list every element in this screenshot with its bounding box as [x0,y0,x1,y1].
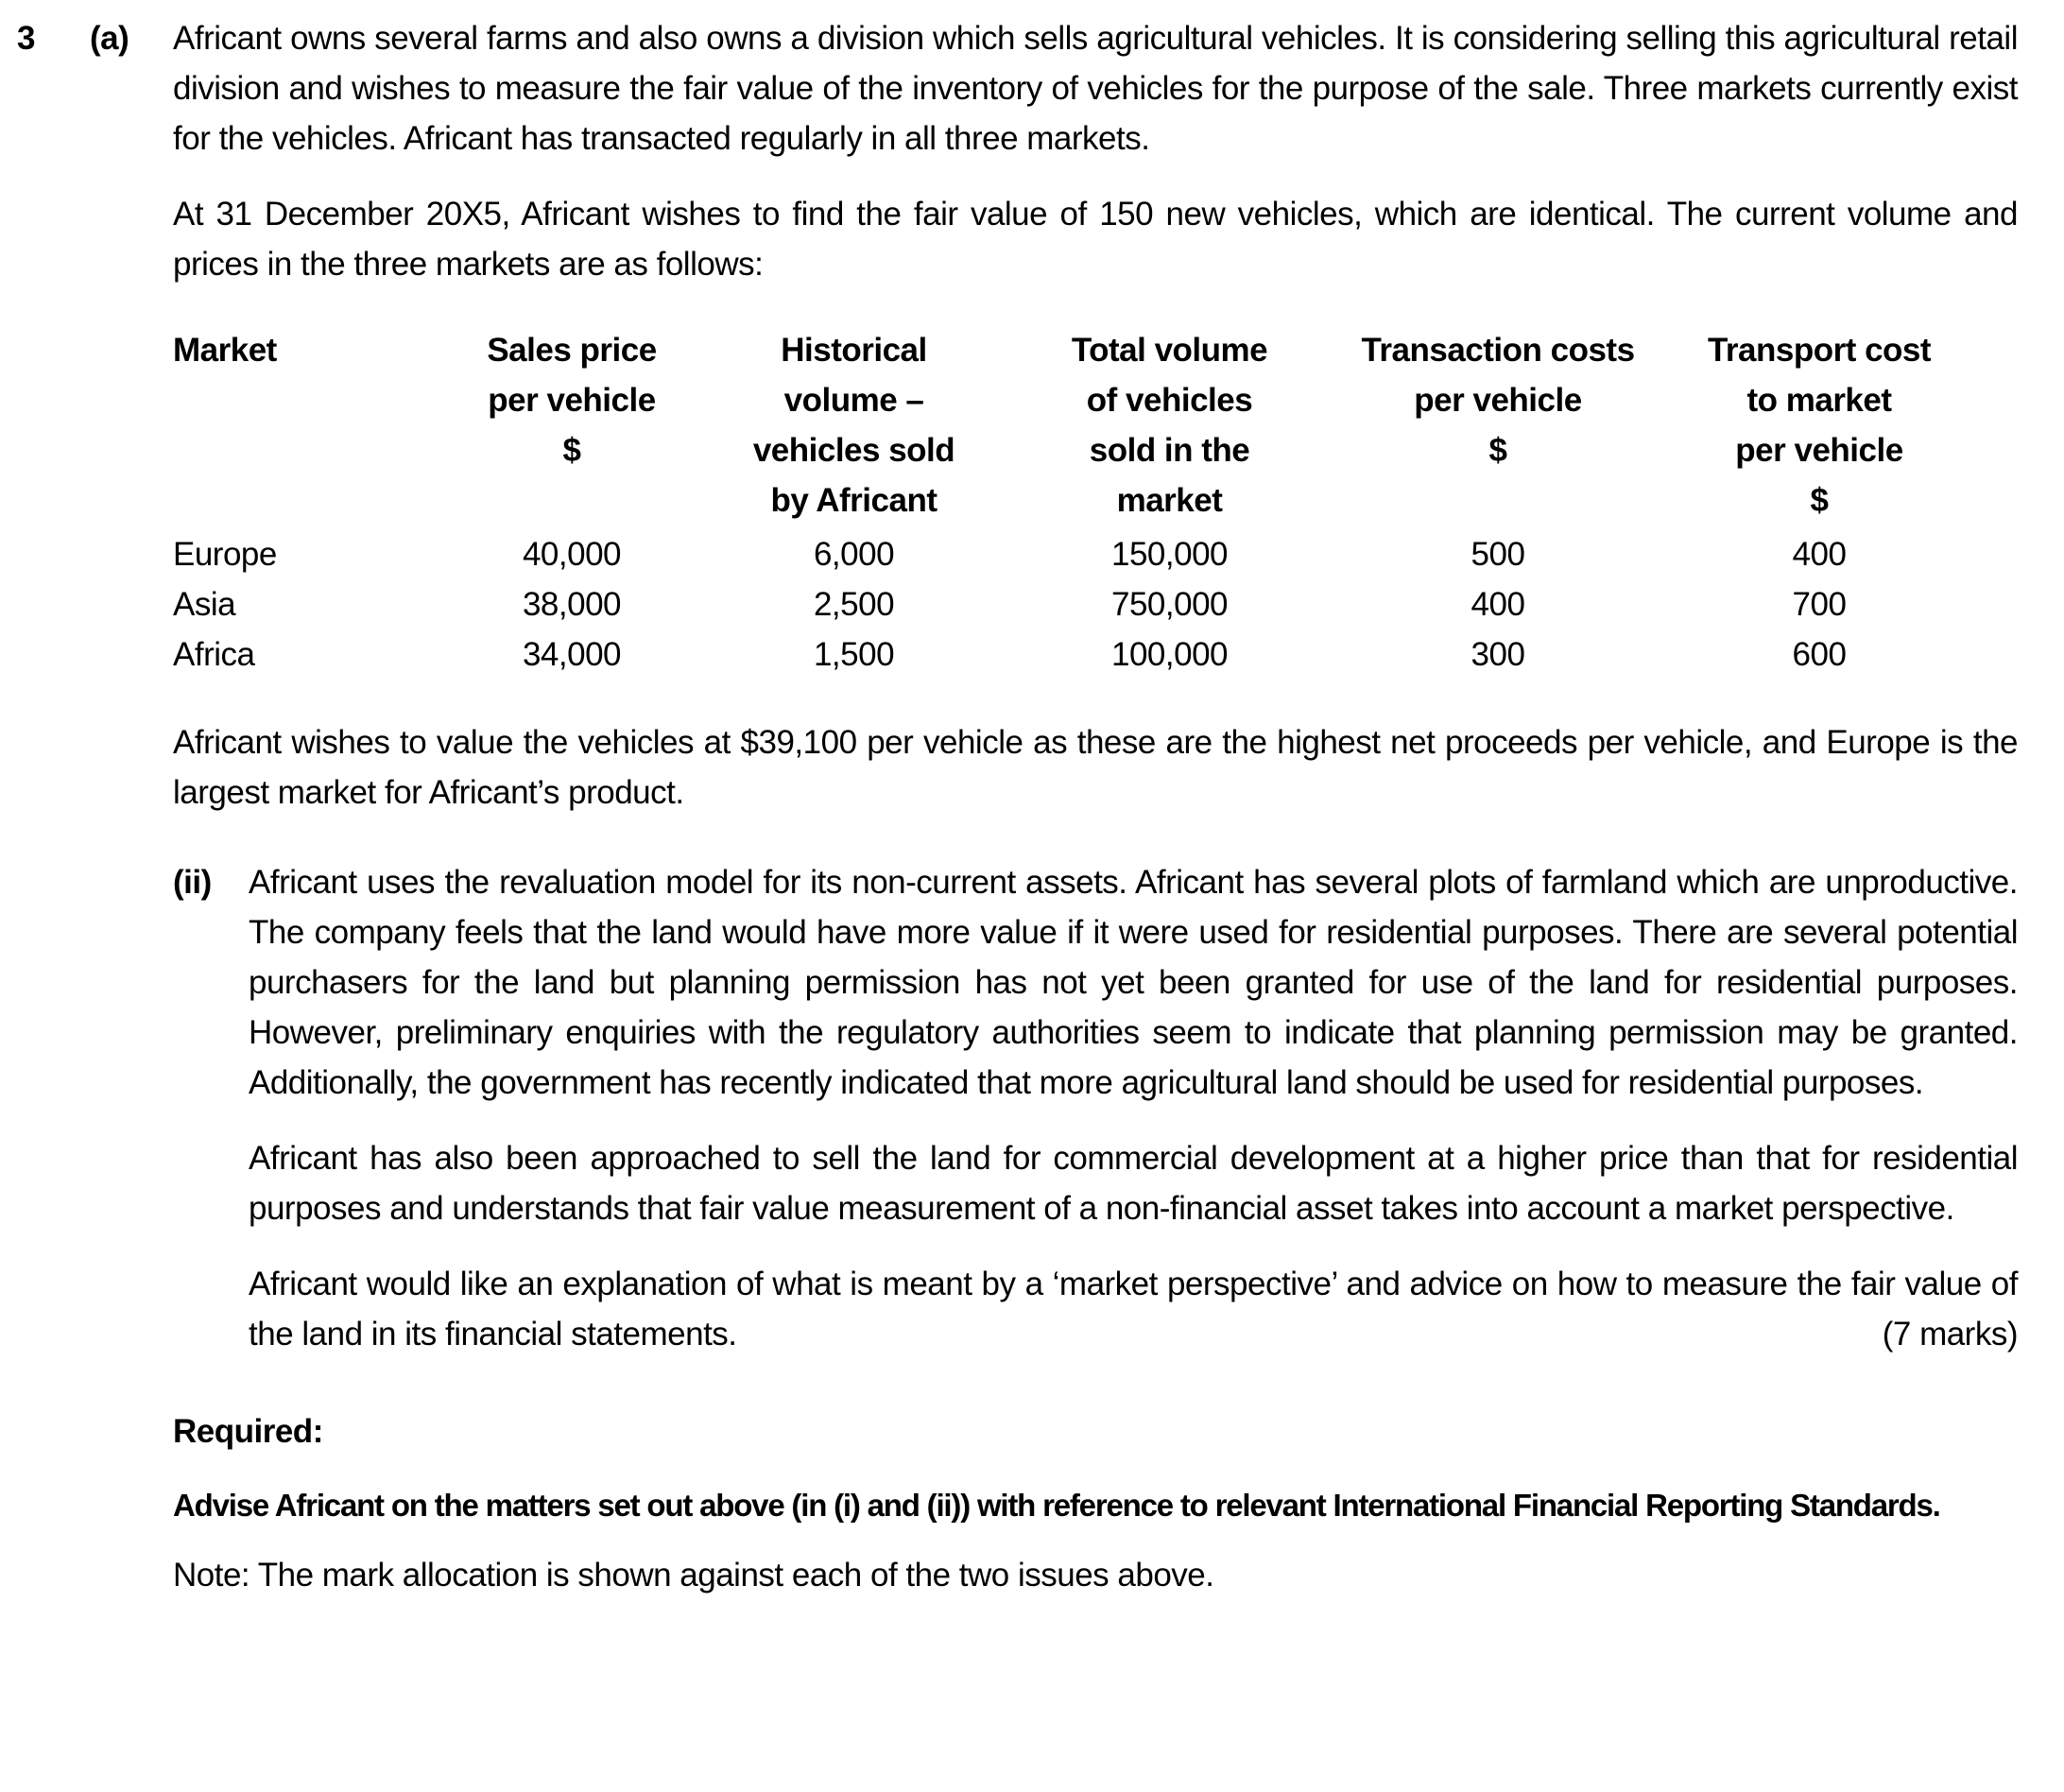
intro-paragraph-2: At 31 December 20X5, Africant wishes to find the fair value of 150 new vehicles, which are identical. The current volume and prices in the three markets are as follows: [173,196,2018,283]
table-cell-total-volume: 750,000 [1110,586,1229,623]
part-a-label: (a) [90,20,129,57]
note-text: Note: The mark allocation is shown against each of the two issues above. [173,1557,1214,1594]
valuation-paragraph: Africant wishes to value the vehicles at $39,100 per vehicle as these are the highest net proceeds per vehicle, and Europe is the largest market for Africant’s product. [173,724,2018,811]
part-ii-content [249,857,2018,1359]
markets-table [173,325,2018,680]
table-cell-transport-cost: 400 [1792,536,1847,573]
required-label: Required: [173,1413,323,1450]
table-cell-market: Europe [173,536,277,573]
table-header-transaction-costs: Transaction costs per vehicle $ [1361,332,1635,469]
table-cell-transaction-costs: 500 [1471,536,1525,573]
intro-paragraph-1: Africant owns several farms and also owns a division which sells agricultural vehicles. It is considering selling this agricultural retail division and wishes to measure the fair value of the inventory of vehicles for the purpose of the sale. Three markets currently exist for the vehicles. Africant has transacted regularly in all three markets. [173,20,2018,157]
table-cell-sales-price: 40,000 [522,536,622,573]
question-number: 3 [17,20,35,57]
table-header-total-volume: Total volume of vehicles sold in the market [1071,332,1268,519]
table-cell-transaction-costs: 300 [1471,636,1525,673]
table-cell-transport-cost: 600 [1792,636,1847,673]
table-cell-total-volume: 150,000 [1110,536,1229,573]
table-cell-total-volume: 100,000 [1110,636,1229,673]
table-cell-transport-cost: 700 [1792,586,1847,623]
table-header-sales-price: Sales price per vehicle $ [487,332,657,469]
table-cell-transaction-costs: 400 [1471,586,1525,623]
table-header-historical-volume: Historical volume – vehicles sold by Africant [752,332,955,519]
table-header-transport-cost: Transport cost to market per vehicle $ [1707,332,1932,519]
table-cell-historical-volume: 1,500 [813,636,895,673]
table-cell-sales-price: 38,000 [522,586,622,623]
part-a-content [173,13,2018,1600]
part-ii-paragraph-2: Africant has also been approached to sell the land for commercial development at a higher price than that for residential purposes and understands that fair value measurement of a non-financial asset takes into account a market perspective. [249,1140,2018,1227]
table-cell-sales-price: 34,000 [522,636,622,673]
table-cell-historical-volume: 2,500 [813,586,895,623]
part-ii-paragraph-3 [249,1259,2018,1359]
part-ii-label: (ii) [173,864,212,901]
table-cell-market: Asia [173,586,236,623]
table-header-market: Market [173,332,277,369]
required-text: Advise Africant on the matters set out above (in (i) and (ii)) with reference to relevant International Financial Reporting Standards. [173,1488,1940,1523]
marks-allocation: (7 marks) [1882,1316,2018,1353]
table-cell-market: Africa [173,636,255,673]
request-text: Africant would like an explanation of what is meant by a ‘market perspective’ and advice on how to measure the fair value of the land in its financial statements. [249,1266,2018,1353]
part-ii-section [173,857,2018,1359]
table-cell-historical-volume: 6,000 [813,536,895,573]
part-ii-paragraph-1: Africant uses the revaluation model for its non-current assets. Africant has several plots of farmland which are unproductive. The company feels that the land would have more value if it were used for residential purposes. There are several potential purchasers for the land but planning permission has not yet been granted for use of the land for residential purposes. However, preliminary enquiries with the regulatory authorities seem to indicate that planning permission may be granted. Additionally, the government has recently indicated that more agricultural land should be used for residential purposes. [249,864,2018,1101]
